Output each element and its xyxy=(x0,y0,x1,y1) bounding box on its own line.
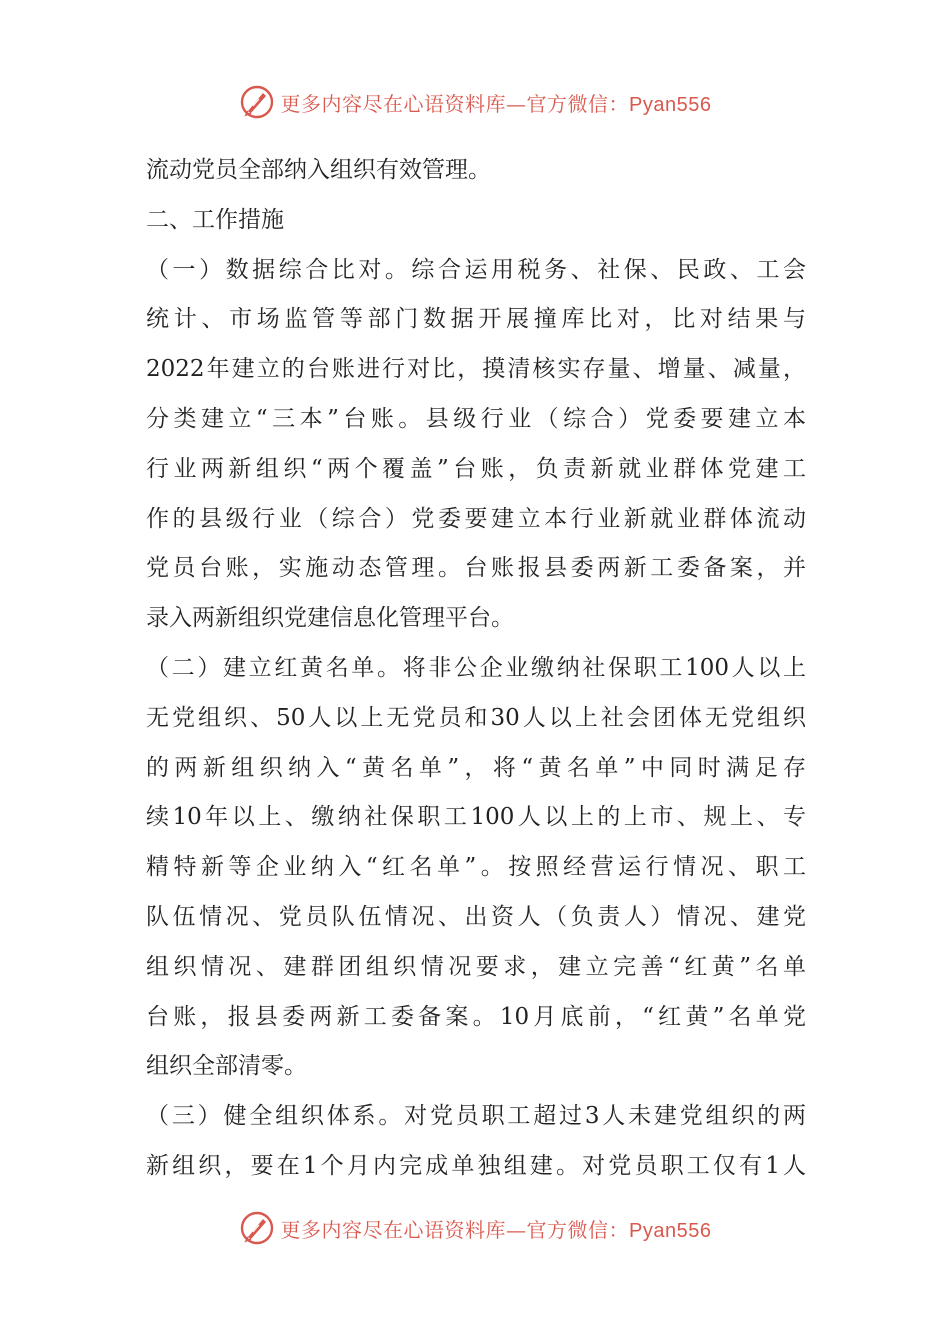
text-line: 组织全部清零。 xyxy=(146,1053,307,1080)
text-line: 录入两新组织党建信息化管理平台。 xyxy=(146,605,514,632)
text-line: （二）建立红黄名单。将非公企业缴纳社保职工100人以上 xyxy=(146,654,806,681)
watermark-text xyxy=(281,88,712,117)
text-line: 续10年以上、缴纳社保职工100人以上的上市、规上、专 xyxy=(146,804,806,831)
section-heading: 二、工作措施 xyxy=(146,206,284,233)
watermark-wechat-id: Pyan556 xyxy=(629,93,712,116)
text-line: 新组织，要在1个月内完成单独组建。对党员职工仅有1人 xyxy=(146,1152,806,1179)
text-line: 组织情况、建群团组织情况要求，建立完善“红黄”名单 xyxy=(146,953,806,980)
quill-pen-logo-icon xyxy=(239,84,275,120)
text-line: 流动党员全部纳入组织有效管理。 xyxy=(146,157,491,183)
body-text xyxy=(146,146,806,1192)
text-line: 党员台账，实施动态管理。台账报县委两新工委备案，并 xyxy=(146,555,806,582)
text-line: 分类建立“三本”台账。县级行业（综合）党委要建立本 xyxy=(146,405,806,432)
text-line: 队伍情况、党员队伍情况、出资人（负责人）情况、建党 xyxy=(146,903,806,930)
text-line: 的两新组织纳入“黄名单”，将“黄名单”中同时满足存 xyxy=(146,754,806,781)
text-line: 精特新等企业纳入“红名单”。按照经营运行情况、职工 xyxy=(146,854,806,881)
text-line: （三）健全组织体系。对党员职工超过3人未建党组织的两 xyxy=(146,1103,806,1130)
text-line: 台账，报县委两新工委备案。10月底前，“红黄”名单党 xyxy=(146,1003,806,1030)
text-line: （一）数据综合比对。综合运用税务、社保、民政、工会 xyxy=(146,256,806,283)
watermark-text xyxy=(281,1214,712,1243)
watermark-slogan: 更多内容尽在心语资料库—官方微信： xyxy=(280,91,630,116)
text-line: 统计、市场监管等部门数据开展撞库比对，比对结果与 xyxy=(146,306,806,333)
footer-watermark-banner xyxy=(0,1208,950,1248)
text-line: 2022年建立的台账进行对比，摸清核实存量、增量、减量， xyxy=(146,356,806,383)
text-line: 作的县级行业（综合）党委要建立本行业新就业群体流动 xyxy=(146,505,806,532)
text-line: 无党组织、50人以上无党员和30人以上社会团体无党组织 xyxy=(146,704,806,731)
watermark-slogan: 更多内容尽在心语资料库—官方微信： xyxy=(280,1217,630,1242)
watermark-wechat-id: Pyan556 xyxy=(629,1219,712,1242)
text-line: 行业两新组织“两个覆盖”台账，负责新就业群体党建工 xyxy=(146,455,806,482)
quill-pen-logo-icon xyxy=(239,1210,275,1246)
header-watermark-banner xyxy=(0,82,950,122)
